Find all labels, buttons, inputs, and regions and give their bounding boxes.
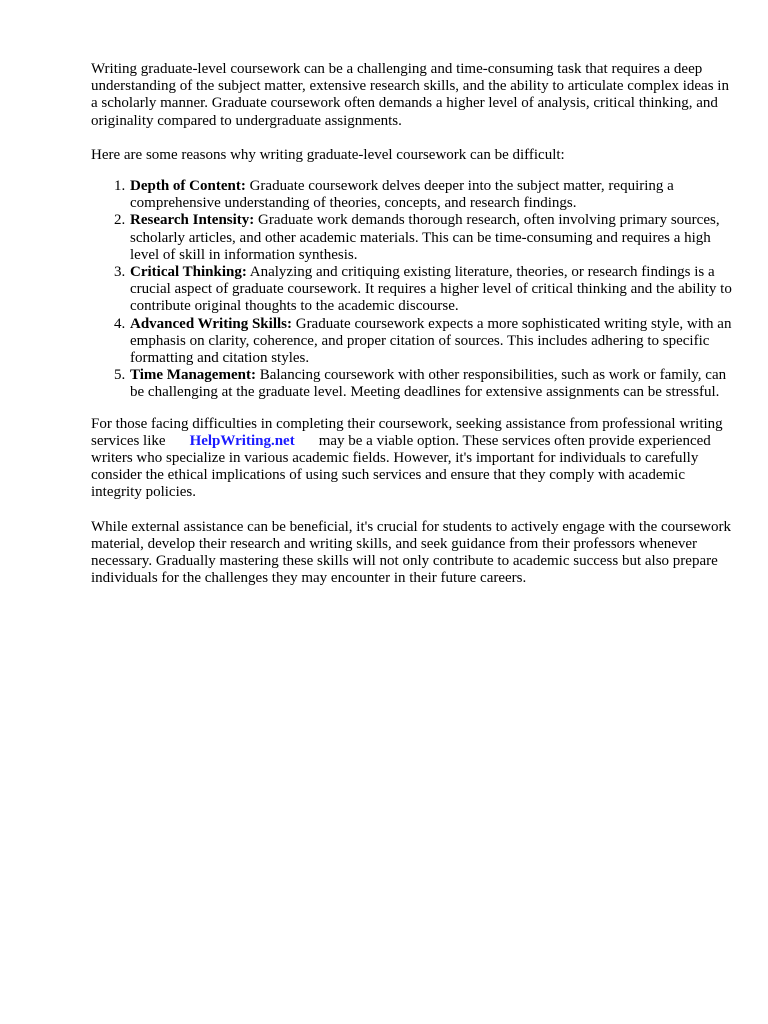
reason-term: Depth of Content: xyxy=(130,178,246,195)
reason-term: Advanced Writing Skills: xyxy=(130,315,292,332)
list-item xyxy=(129,316,734,368)
reason-term: Time Management: xyxy=(130,367,256,384)
reason-term: Research Intensity: xyxy=(130,212,255,229)
reason-term: Critical Thinking: xyxy=(130,264,247,281)
closing-paragraph: While external assistance can be beneficial, it's crucial for students to actively engage with the coursework material, develop their research and writing skills, and seek guidance from their professors whenever necessary. Gradually mastering these skills will not only contribute to academic success but also prepare individuals for the challenges they may encounter in their future careers. xyxy=(91,518,731,587)
document-page xyxy=(91,61,731,587)
reason-text: Graduate coursework expects a more sophisticated writing style, with an emphasis on clarity, coherence, and proper citation of sources. This includes adhering to specific formatting and citation styles. xyxy=(130,315,732,367)
services-paragraph xyxy=(91,416,731,502)
reason-text: Graduate coursework delves deeper into the subject matter, requiring a comprehensive understanding of theories, concepts, and research findings. xyxy=(130,178,674,212)
reasons-list xyxy=(91,178,734,402)
reason-text: Balancing coursework with other responsibilities, such as work or family, can be challenging at the graduate level. Meeting deadlines for extensive assignments can be stressful. xyxy=(130,367,727,401)
reason-text: Analyzing and critiquing existing literature, theories, or research findings is a crucial aspect of graduate coursework. It requires a higher level of critical thinking and the ability to contribute original thoughts to the academic discourse. xyxy=(130,264,732,315)
helpwriting-link[interactable]: HelpWriting.net xyxy=(189,432,295,449)
list-item xyxy=(129,212,734,264)
reason-text: Graduate work demands thorough research, often involving primary sources, scholarly articles, and other academic materials. This can be time-consuming and requires a high level of skill in information synthesis. xyxy=(130,212,720,263)
services-text-before: For those facing difficulties in completing their coursework, seeking assistance from professional writing services like xyxy=(91,415,723,449)
list-item xyxy=(129,264,734,316)
reasons-lead-paragraph: Here are some reasons why writing graduate-level coursework can be difficult: xyxy=(91,146,565,163)
intro-paragraph: Writing graduate-level coursework can be a challenging and time-consuming task that requires a deep understanding of the subject matter, extensive research skills, and the ability to articulate complex ideas in a scholarly manner. Graduate coursework often demands a higher level of analysis, critical thinking, and originality compared to undergraduate assignments. xyxy=(91,61,729,129)
services-text-after: may be a viable option. These services often provide experienced writers who specialize in various academic fields. However, it's important for individuals to carefully consider the ethical implications of using such services and ensure that they comply with academic integrity policies. xyxy=(91,432,711,501)
list-item xyxy=(129,178,734,212)
list-item xyxy=(129,367,734,401)
